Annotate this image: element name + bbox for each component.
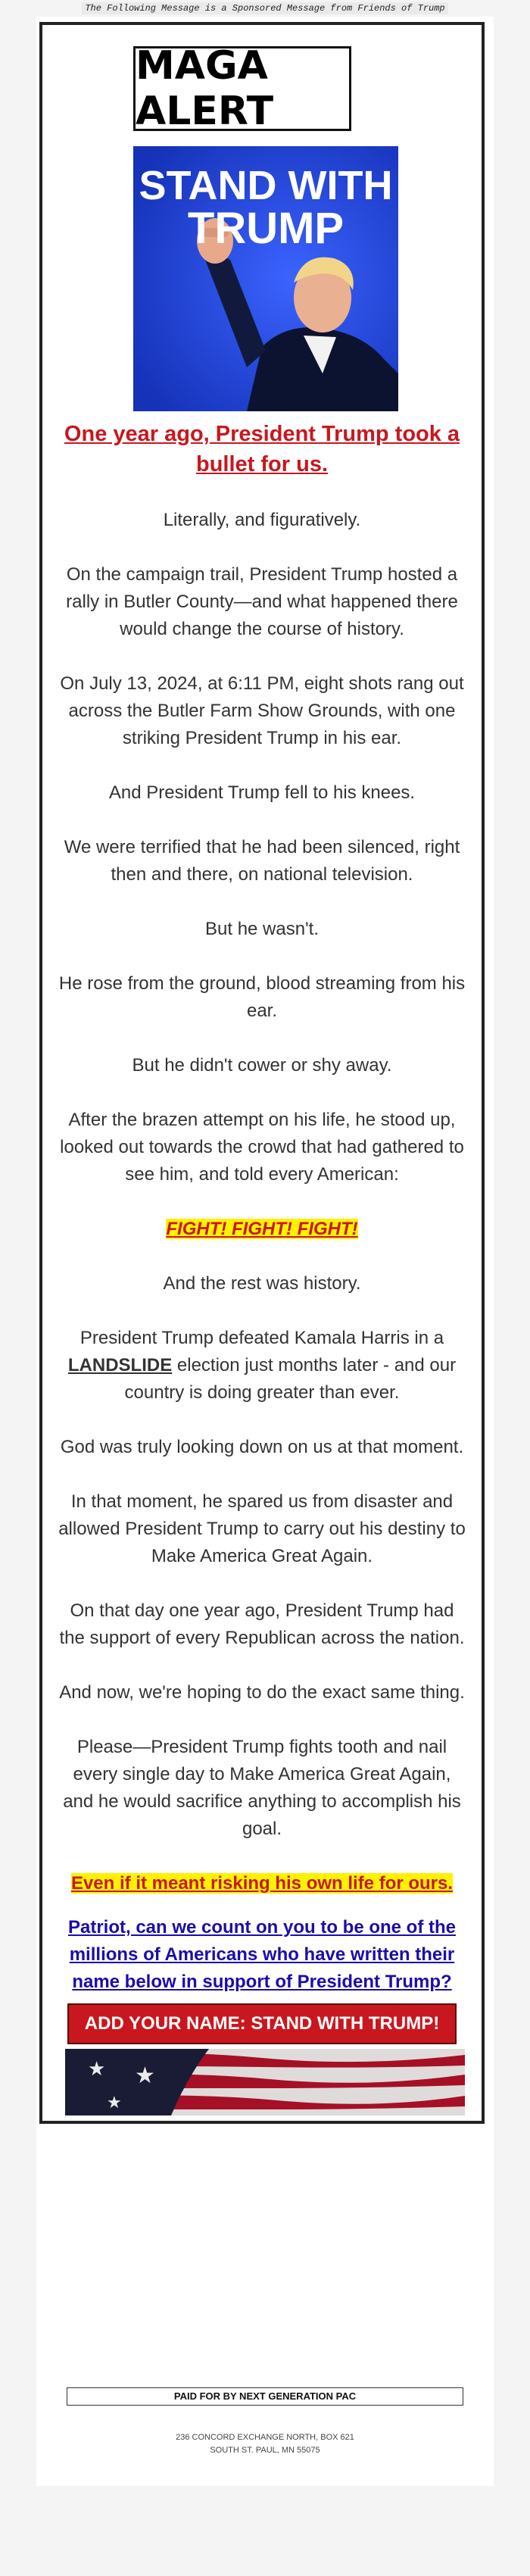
paragraph: He rose from the ground, blood streaming from his ear.: [58, 973, 466, 1021]
paragraph: Please—President Trump fights tooth and nail every single day to Make America Great Again, and he would sacrifice anything to accomplish his goal.: [63, 1737, 461, 1839]
paragraph: In that moment, he spared us from disaster and allowed President Trump to carry out his destiny to Make America Great Again.: [58, 1491, 466, 1566]
hero-line2: TRUMP: [187, 204, 344, 253]
message-content: [58, 419, 466, 2044]
fight-quote: FIGHT! FIGHT! FIGHT!: [166, 1219, 358, 1239]
hero-graphic: [133, 146, 398, 411]
flag-graphic: [65, 2049, 465, 2115]
paragraph: Literally, and figuratively.: [163, 510, 361, 530]
paragraph: And now, we're hoping to do the exact same thing.: [59, 1682, 465, 1703]
hero-line1: STAND WITH: [139, 163, 393, 208]
svg-text:★: ★: [135, 2062, 155, 2089]
landslide-paragraph: [58, 1325, 466, 1407]
risk-line: Even if it meant risking his own life for ours.: [70, 1873, 454, 1894]
landslide-after: election just months later - and our country is doing greater than ever.: [124, 1355, 457, 1403]
sponsor-notice: The Following Message is a Sponsored Message from Friends of Trump: [82, 2, 447, 14]
american-flag-image[interactable]: [65, 2049, 465, 2115]
sponsor-bar: [0, 0, 530, 17]
svg-text:★: ★: [107, 2094, 122, 2112]
fight-quote-line: [58, 1216, 466, 1243]
maga-alert-logo: [133, 43, 351, 134]
landslide-word: LANDSLIDE: [67, 1355, 173, 1375]
paragraph: And President Trump fell to his knees.: [108, 782, 416, 803]
patriot-link[interactable]: Patriot, can we count on you to be one of the millions of Americans who have written their name below in support of President Trump?: [67, 1917, 456, 1992]
landslide-before: President Trump defeated Kamala Harris in a: [80, 1328, 444, 1348]
mailing-address: [0, 2431, 530, 2457]
paragraph: But he didn't cower or shy away.: [132, 1055, 392, 1076]
paragraph: We were terrified that he had been silenced, right then and there, on national television.: [64, 837, 460, 885]
paragraph: On the campaign trail, President Trump hosted a rally in Butler County—and what happened there would change the course of history.: [66, 564, 458, 639]
logo-text: MAGA ALERT: [136, 43, 274, 134]
address-line-1: 236 CONCORD EXCHANGE NORTH, BOX 621: [176, 2433, 354, 2442]
paragraph: God was truly looking down on us at that moment.: [60, 1437, 464, 1457]
email-card: [39, 22, 485, 2124]
paragraph: But he wasn't.: [205, 919, 319, 939]
paragraph: And the rest was history.: [163, 1273, 361, 1294]
risk-line-wrap: [58, 1870, 466, 1897]
headline-link[interactable]: One year ago, President Trump took a bullet for us.: [64, 422, 460, 476]
address-line-2: SOUTH ST. PAUL, MN 55075: [210, 2446, 320, 2455]
paragraph: After the brazen attempt on his life, he stood up, looked out towards the crowd that had gathered to see him, and told every American:: [60, 1110, 464, 1185]
paragraph: On July 13, 2024, at 6:11 PM, eight shots rang out across the Butler Farm Show Grounds, with one striking President Trump in his ear.: [60, 673, 464, 748]
paid-for-by: PAID FOR BY NEXT GENERATION PAC: [67, 2387, 463, 2406]
stand-with-trump-image[interactable]: [133, 146, 398, 411]
add-your-name-button[interactable]: ADD YOUR NAME: STAND WITH TRUMP!: [67, 2003, 457, 2044]
paragraph: On that day one year ago, President Trump had the support of every Republican across the nation.: [59, 1600, 465, 1648]
svg-text:★: ★: [88, 2058, 106, 2081]
